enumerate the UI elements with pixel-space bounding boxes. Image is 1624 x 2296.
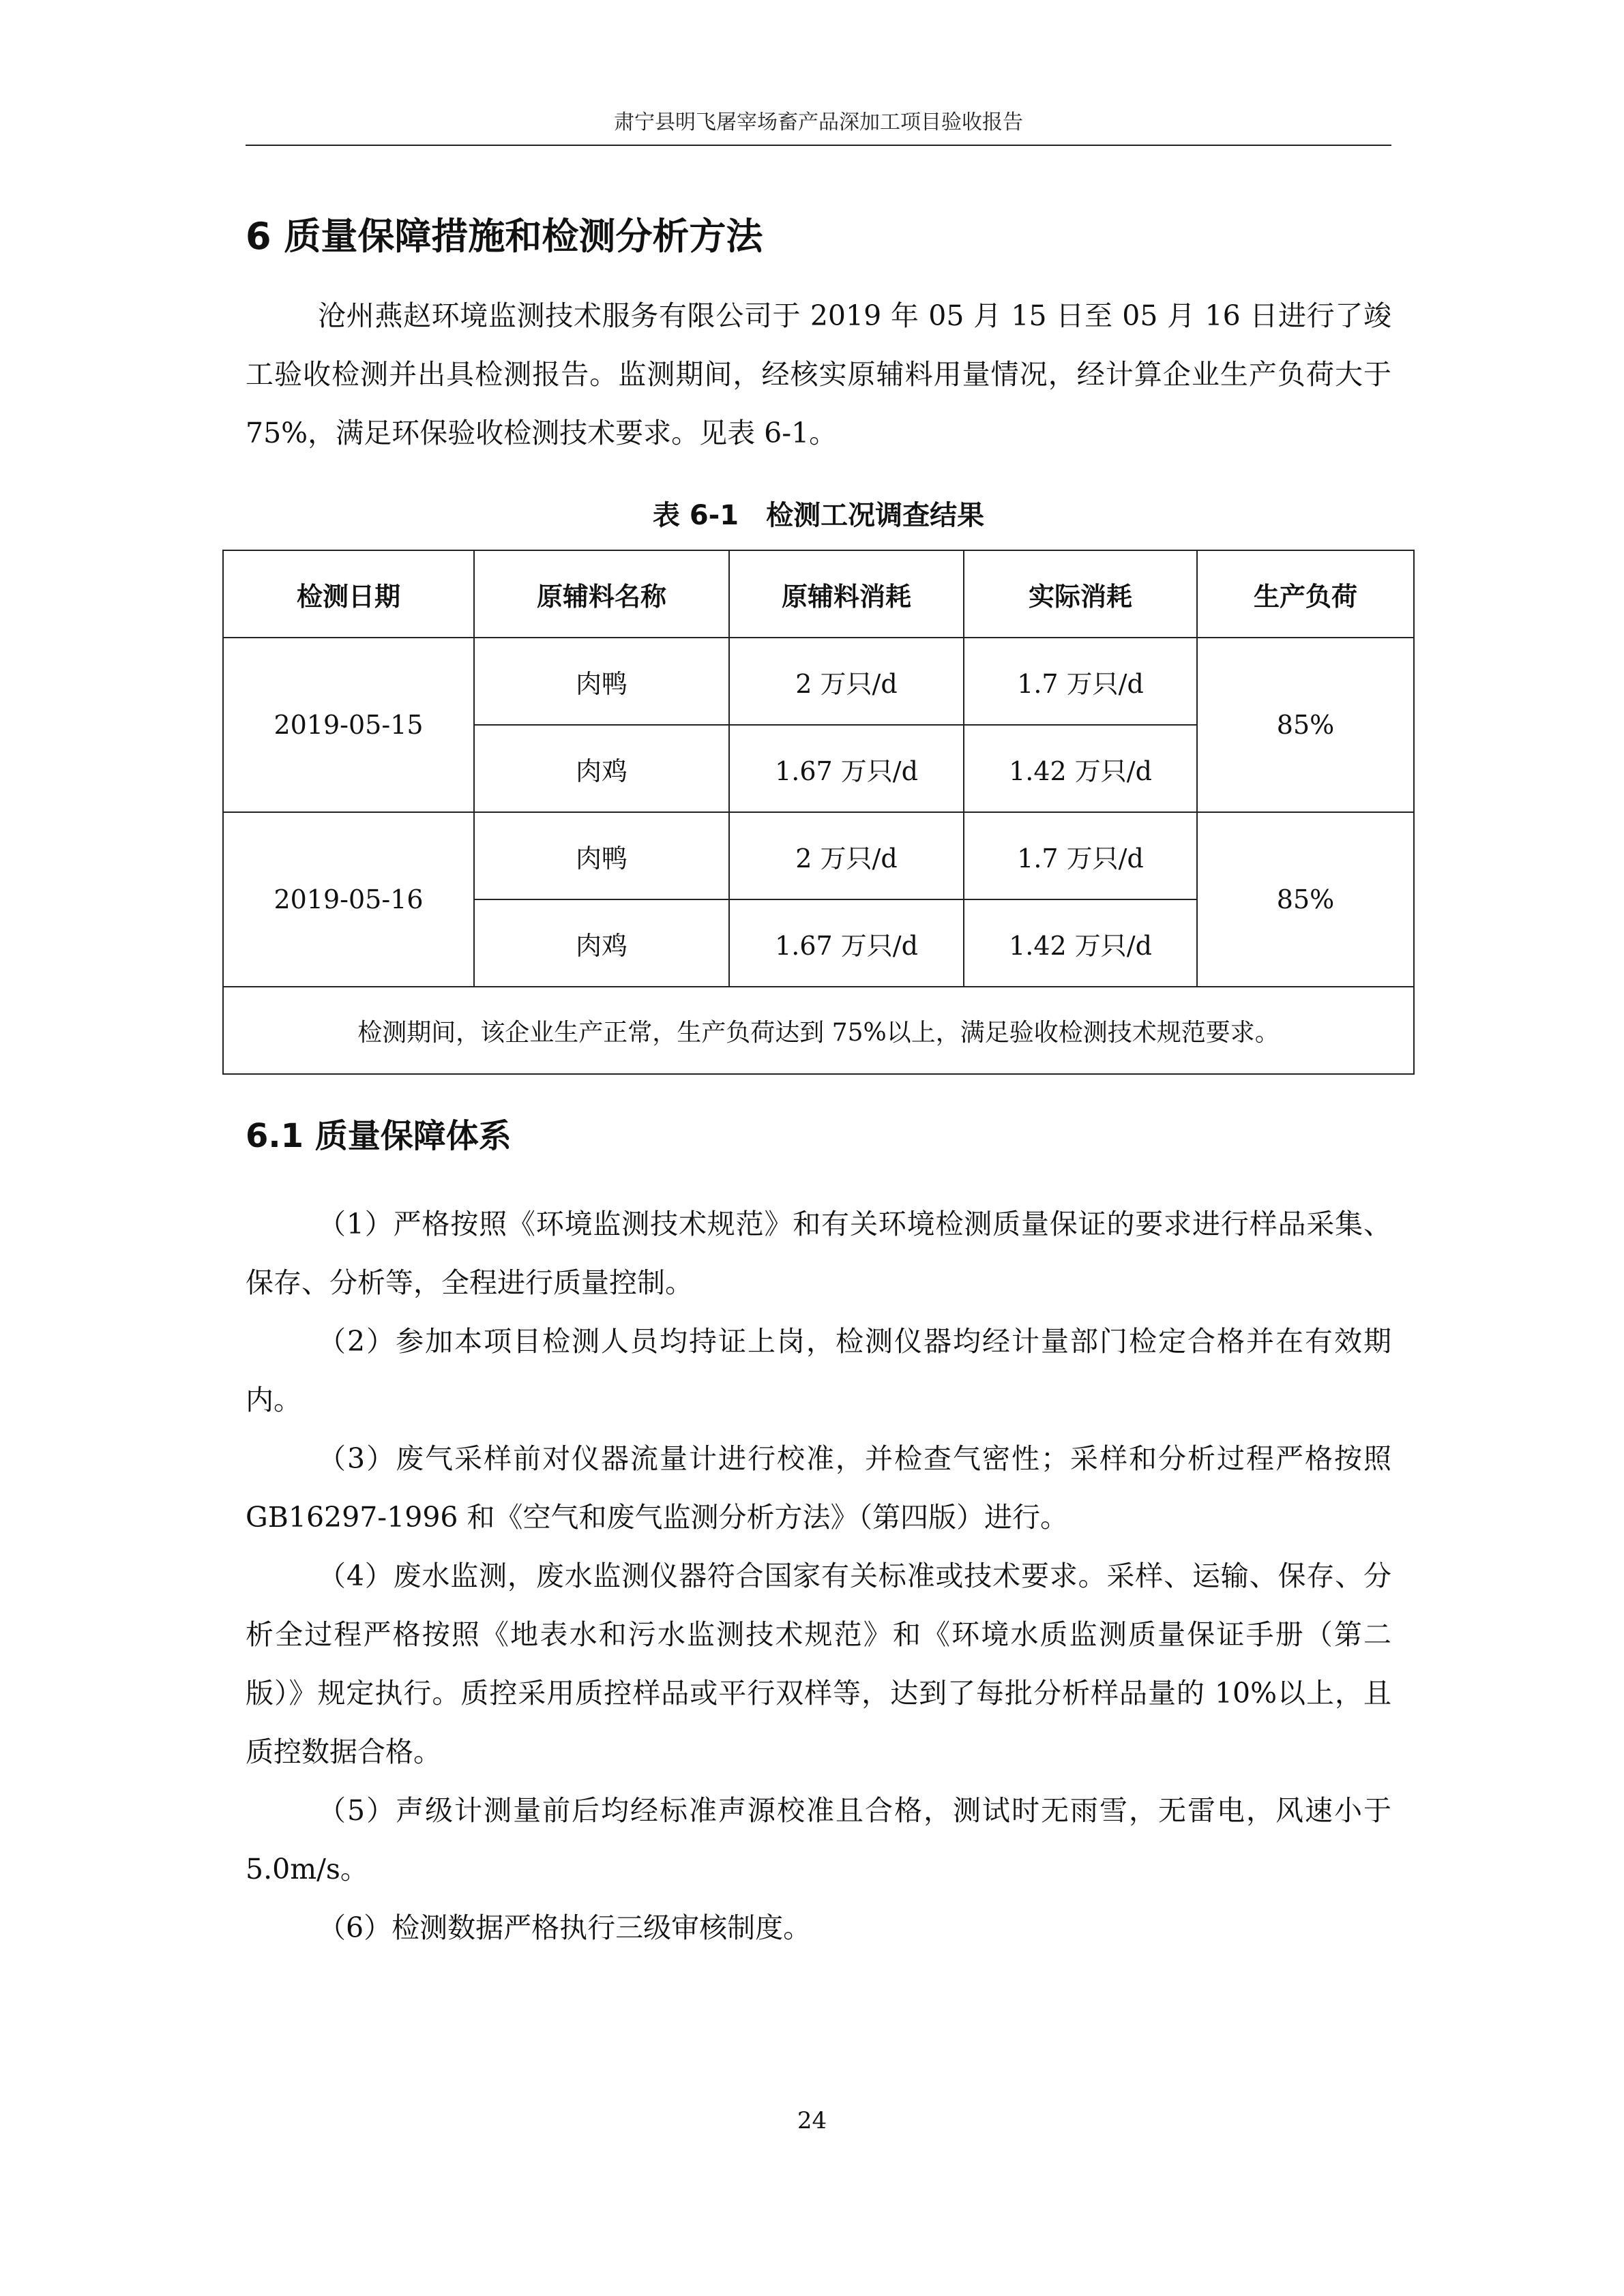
actual-cell: 1.7 万只/d <box>964 638 1197 725</box>
intro-paragraph: 沧州燕赵环境监测技术服务有限公司于 2019 年 05 月 15 日至 05 月 16 日进行了竣工验收检测并出具检测报告。监测期间，经核实原辅料用量情况，经计算企业生产负荷大于 75%，满足环保验收检测技术要求。见表 6-1。 <box>246 299 1391 449</box>
table-note: 检测期间，该企业生产正常，生产负荷达到 75%以上，满足验收检测技术规范要求。 <box>223 987 1414 1074</box>
header-date: 检测日期 <box>223 550 474 638</box>
table-caption <box>246 495 1391 536</box>
header-material: 原辅料名称 <box>474 550 729 638</box>
load-cell: 85% <box>1197 812 1414 987</box>
list-item: （2）参加本项目检测人员均持证上岗，检测仪器均经计量部门检定合格并在有效期内。 <box>246 1325 1391 1416</box>
material-cell: 肉鸡 <box>474 899 729 987</box>
actual-cell: 1.42 万只/d <box>964 725 1197 812</box>
consumption-cell: 2 万只/d <box>729 638 964 725</box>
header-load: 生产负荷 <box>1197 550 1414 638</box>
table-note-row <box>223 987 1414 1074</box>
section-heading-6: 6 质量保障措施和检测分析方法 <box>246 215 763 258</box>
date-cell: 2019-05-15 <box>223 638 474 812</box>
header-consumption: 原辅料消耗 <box>729 550 964 638</box>
list-item: （5）声级计测量前后均经标准声源校准且合格，测试时无雨雪，无雷电，风速小于 5.0m/s。 <box>246 1794 1391 1885</box>
section-heading-6-1: 6.1 质量保障体系 <box>246 1117 512 1155</box>
table-header-row <box>223 550 1414 638</box>
consumption-cell: 2 万只/d <box>729 812 964 899</box>
load-cell: 85% <box>1197 638 1414 812</box>
material-cell: 肉鸭 <box>474 812 729 899</box>
table-row <box>223 812 1414 899</box>
list-item: （6）检测数据严格执行三级审核制度。 <box>318 1911 812 1944</box>
list-item: （4）废水监测，废水监测仪器符合国家有关标准或技术要求。采样、运输、保存、分析全过程严格按照《地表水和污水监测技术规范》和《环境水质监测质量保证手册（第二版）》规定执行。质控采用质控样品或平行双样等，达到了每批分析样品量的 10%以上，且质控数据合格。 <box>246 1560 1391 1768</box>
page-number: 24 <box>797 2107 827 2134</box>
header-actual: 实际消耗 <box>964 550 1197 638</box>
table-caption-number: 表 6-1 <box>652 500 739 531</box>
list-item: （1）严格按照《环境监测技术规范》和有关环境检测质量保证的要求进行样品采集、保存、分析等，全程进行质量控制。 <box>246 1208 1391 1299</box>
consumption-cell: 1.67 万只/d <box>729 899 964 987</box>
table-caption-title: 检测工况调查结果 <box>766 500 985 531</box>
actual-cell: 1.42 万只/d <box>964 899 1197 987</box>
consumption-cell: 1.67 万只/d <box>729 725 964 812</box>
date-cell: 2019-05-16 <box>223 812 474 987</box>
table-row <box>223 638 1414 725</box>
running-header: 肃宁县明飞屠宰场畜产品深加工项目验收报告 <box>614 110 1023 134</box>
list-item: （3）废气采样前对仪器流量计进行校准，并检查气密性；采样和分析过程严格按照 GB16297-1996 和《空气和废气监测分析方法》（第四版）进行。 <box>246 1442 1391 1534</box>
header-divider <box>246 145 1391 146</box>
material-cell: 肉鸡 <box>474 725 729 812</box>
actual-cell: 1.7 万只/d <box>964 812 1197 899</box>
material-cell: 肉鸭 <box>474 638 729 725</box>
survey-results-table <box>222 550 1415 1075</box>
